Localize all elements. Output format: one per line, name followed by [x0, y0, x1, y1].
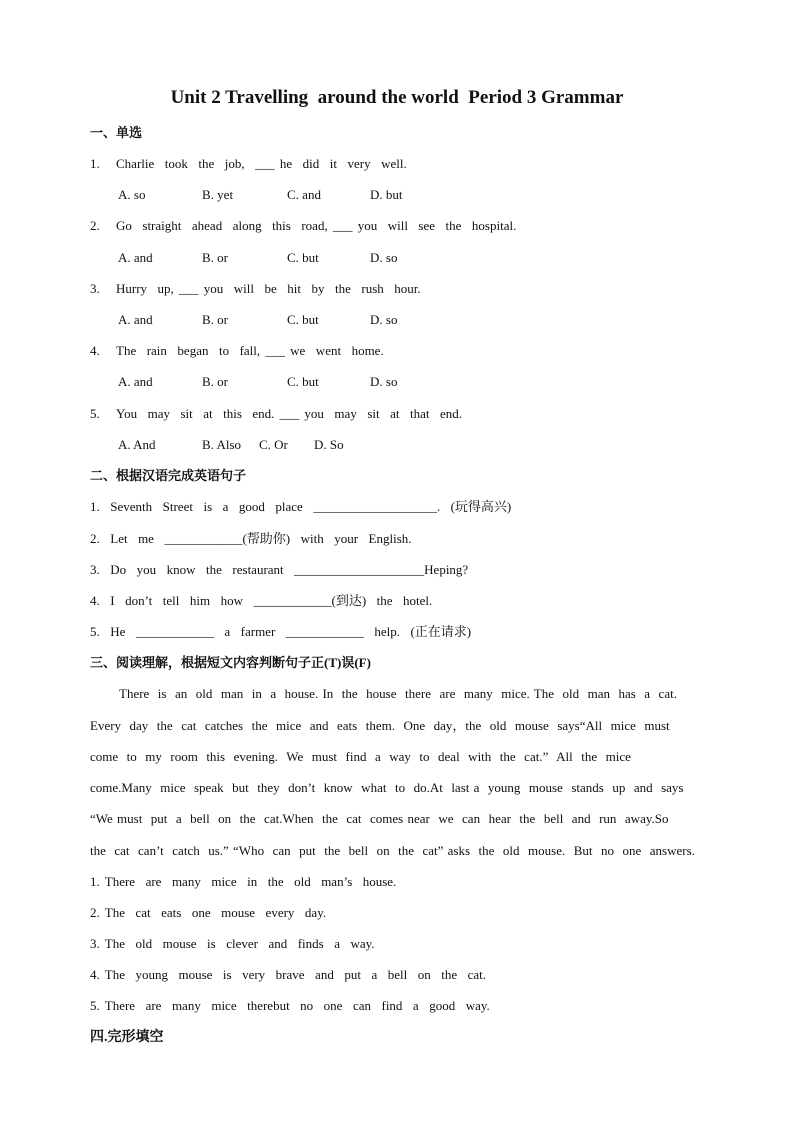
option-a: A. so	[118, 187, 146, 202]
passage-line: There is an old man in a house. In the house there are many mice. The old man has a cat.	[119, 686, 677, 701]
page-title: Unit 2 Travelling around the world Period 3 Grammar	[170, 87, 624, 108]
option-c: C. and	[287, 187, 321, 202]
question-number: 4.	[90, 343, 100, 358]
section1-heading: 一、单选	[90, 125, 143, 140]
question-number: 3.	[90, 281, 100, 296]
question-text: You may sit at this end. ___ you may sit at that end.	[116, 406, 462, 421]
passage-line: Every day the cat catches the mice and eats them. One day，the old mouse says“All mice must	[90, 718, 670, 733]
question-number: 5.	[90, 406, 100, 421]
option-a: A. And	[118, 437, 156, 452]
option-b: B. or	[202, 374, 228, 389]
question-number: 1.	[90, 156, 100, 171]
option-c: C. but	[287, 374, 319, 389]
option-a: A. and	[118, 312, 153, 327]
option-d: D. so	[370, 250, 398, 265]
statement-item: 3. The old mouse is clever and finds a way.	[90, 936, 375, 951]
option-d: D. but	[370, 187, 403, 202]
statement-item: 5. There are many mice therebut no one can find a good way.	[90, 998, 490, 1013]
passage-line: come to my room this evening. We must find a way to deal with the cat.” All the mice	[90, 749, 631, 764]
option-d: D. so	[370, 374, 398, 389]
passage-line: the cat can’t catch us.” “Who can put the bell on the cat” asks the old mouse. But no one answers.	[90, 843, 695, 858]
option-a: A. and	[118, 374, 153, 389]
statement-item: 4. The young mouse is very brave and put a bell on the cat.	[90, 967, 486, 982]
option-c: C. Or	[259, 437, 288, 452]
section3-heading: 三、阅读理解，根据短文内容判断句子正(T)误(F)	[90, 655, 371, 670]
option-c: C. but	[287, 250, 319, 265]
statement-item: 2. The cat eats one mouse every day.	[90, 905, 327, 920]
translation-item: 4. I don’t tell him how ____________(到达) the hotel.	[90, 593, 433, 608]
question-text: The rain began to fall, ___ we went home.	[116, 343, 384, 358]
translation-item: 3. Do you know the restaurant ____________________Heping?	[90, 562, 469, 577]
question-text: Go straight ahead along this road, ___ you will see the hospital.	[116, 218, 517, 233]
question-number: 2.	[90, 218, 100, 233]
option-a: A. and	[118, 250, 153, 265]
question-text: Charlie took the job, ___ he did it very well.	[116, 156, 407, 171]
question-text: Hurry up, ___ you will be hit by the rush hour.	[116, 281, 421, 296]
option-b: B. or	[202, 312, 228, 327]
statement-item: 1. There are many mice in the old man’s house.	[90, 874, 397, 889]
option-d: D. so	[370, 312, 398, 327]
passage-line: “We must put a bell on the cat.When the cat comes near we can hear the bell and run away.So	[90, 811, 669, 826]
section2-heading: 二、根据汉语完成英语句子	[90, 468, 247, 483]
section4-heading: 四.完形填空	[90, 1030, 164, 1045]
translation-item: 2. Let me ____________(帮助你) with your English.	[90, 531, 412, 546]
option-d: D. So	[314, 437, 344, 452]
option-b: B. Also	[202, 437, 242, 452]
translation-item: 5. He ____________ a farmer ____________ help. (正在请求)	[90, 624, 472, 639]
passage-line: come.Many mice speak but they don’t know what to do.At last a young mouse stands up and says	[90, 780, 684, 795]
option-b: B. yet	[202, 187, 234, 202]
translation-item: 1. Seventh Street is a good place ___________________. (玩得高兴)	[90, 499, 512, 514]
option-b: B. or	[202, 250, 228, 265]
option-c: C. but	[287, 312, 319, 327]
